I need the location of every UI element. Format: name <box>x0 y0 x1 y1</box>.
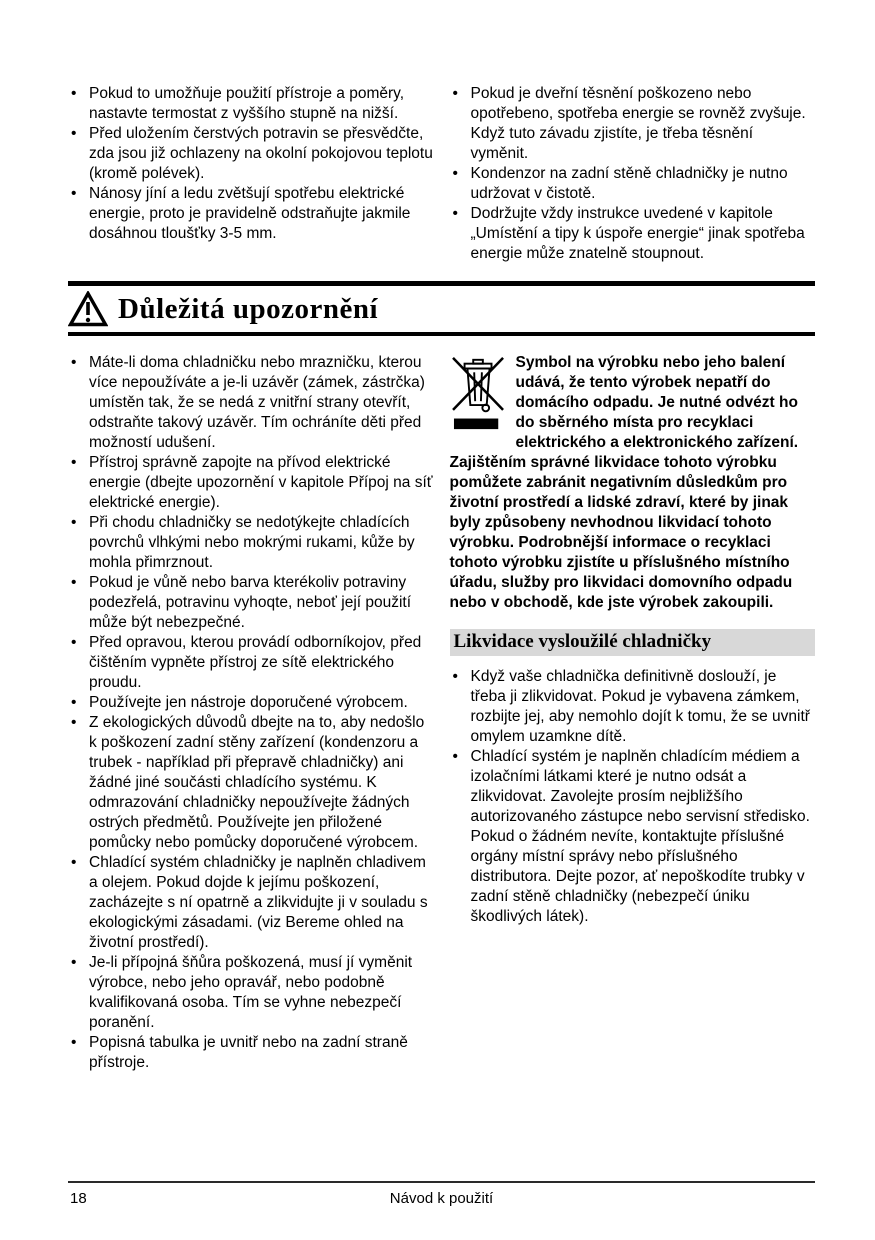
bullet-item: • Při chodu chladničky se nedotýkejte chladících povrchů vlhkými nebo mokrými rukami, kůže by mohla přimrznout. <box>68 513 434 573</box>
bullet-item: • Z ekologických důvodů dbejte na to, aby nedošlo k poškození zadní stěny zařízení (kondenzoru a trubek - například při přepravě chladničky) ani žádné jiné součásti chladícího systému. K odmrazování chladničky nepoužívejte žádných ostrých předmětů. Používejte jen přiložené pomůcky nebo pomůcky doporučené výrobcem. <box>68 713 434 853</box>
main-left-bullet-list <box>68 353 434 1073</box>
bullet-item: • Přístroj správně zapojte na přívod elektrické energie (dbejte upozornění v kapitole Přípoj na síť elektrické energie). <box>68 453 434 513</box>
page-footer <box>68 1181 815 1207</box>
weee-crossed-bin-icon <box>450 355 508 432</box>
bullet-item: • Když vaše chladnička definitivně doslouží, je třeba ji zlikvidovat. Pokud je vybavena zámkem, rozbijte jej, aby nemohlo dojít k tomu, že se uvnitř omylem uzamkne dítě. <box>450 667 816 747</box>
bullet-item: • Pokud je dveřní těsnění poškozeno nebo opotřebeno, spotřeba energie se rovněž zvyšuje. Když tuto závadu zjistíte, je třeba těsnění vyměnit. <box>450 84 816 164</box>
page-content <box>68 0 815 1073</box>
top-left-bullet-list <box>68 84 434 244</box>
bullet-item: • Máte-li doma chladničku nebo mrazničku, kterou více nepoužíváte a je-li uzávěr (zámek, zástrčka) umístěn tak, že se nedá z vnitřní strany otevřít, odstraňte takový uzávěr. Tím ochráníte děti před možností udušení. <box>68 353 434 453</box>
footer-doc-title: Návod k použití <box>389 1190 494 1207</box>
warning-heading-band <box>68 281 815 336</box>
warning-heading: Důležitá upozornění <box>118 292 379 325</box>
bullet-item: • Dodržujte vždy instrukce uvedené v kapitole „Umístění a tipy k úspoře energie“ jinak spotřeba energie může znatelně stoupnout. <box>450 204 816 264</box>
bullet-item: • Chladící systém je naplněn chladícím médiem a izolačními látkami které je nutno odsát a zlikvidovat. Zavolejte prosím nejbližšího autorizovaného zástupce nebo servisní středisko. Pokud o žádném nevíte, kontaktujte příslušné orgány místní správy nebo příslušného distributora. Dejte pozor, ať nepoškodíte trubky v zadní stěně chladničky (nebezpečí úniku škodlivých látek). <box>450 747 816 927</box>
recycle-paragraph <box>450 353 816 613</box>
bullet-item: • Pokud to umožňuje použití přístroje a poměry, nastavte termostat z vyššího stupně na nižší. <box>68 84 434 124</box>
top-right-column <box>450 84 816 264</box>
recycle-paragraph-text: Symbol na výrobku nebo jeho balení udává, že tento výrobek nepatří do domácího odpadu. Je nutné odvézt ho do sběrného místa pro recyklaci elektrického a elektronického zařízení. Zajištěním správné likvidace tohoto výrobku pomůžete zabránit negativním důsledkům pro životní prostředí a lidské zdraví, které by jinak byly způsobeny nevhodnou likvidací tohoto výrobku. Podrobnější informace o recyklaci tohoto výrobku zjistíte u příslušného místního úřadu, služby pro likvidaci domovního odpadu nebo v obchodě, kde jste výrobek zakoupili. <box>449 354 799 611</box>
main-section <box>68 353 815 1073</box>
bullet-item: • Kondenzor na zadní stěně chladničky je nutno udržovat v čistotě. <box>450 164 816 204</box>
disposal-bullet-list <box>450 667 816 927</box>
top-section <box>68 84 815 264</box>
main-left-column <box>68 353 434 1073</box>
top-left-column <box>68 84 434 264</box>
bullet-item: • Používejte jen nástroje doporučené výrobcem. <box>68 693 434 713</box>
bullet-item: • Před opravou, kterou provádí odborníkojov, před čištěním vypněte přístroj ze sítě elektrického proudu. <box>68 633 434 693</box>
bullet-item: • Popisná tabulka je uvnitř nebo na zadní straně přístroje. <box>68 1033 434 1073</box>
disposal-subheading: Likvidace vysloužilé chladničky <box>450 629 816 656</box>
bullet-item: • Nánosy jíní a ledu zvětšují spotřebu elektrické energie, proto je pravidelně odstraňujte jakmile dosáhnou tloušťky 3-5 mm. <box>68 184 434 244</box>
top-right-bullet-list <box>450 84 816 264</box>
bullet-item: • Chladící systém chladničky je naplněn chladivem a olejem. Pokud dojde k jejímu poškození, zacházejte s ní opatrně a zlikvidujte ji v souladu s ekologickými zásadami. (viz Bereme ohled na životní prostředí). <box>68 853 434 953</box>
warning-triangle-icon <box>68 291 108 327</box>
bullet-item: • Před uložením čerstvých potravin se přesvědčte, zda jsou již ochlazeny na okolní pokojovou teplotu (kromě polévek). <box>68 124 434 184</box>
main-right-column <box>450 353 816 1073</box>
bullet-item: • Pokud je vůně nebo barva kterékoliv potraviny podezřelá, potravinu vyhoqte, neboť její použití může být nebezpečné. <box>68 573 434 633</box>
bullet-item: • Je-li přípojná šňůra poškozená, musí jí vyměnit výrobce, nebo jeho opravář, nebo podobně kvalifikovaná osoba. Tím se vyhne nebezpečí poranění. <box>68 953 434 1033</box>
page-number: 18 <box>70 1190 87 1207</box>
